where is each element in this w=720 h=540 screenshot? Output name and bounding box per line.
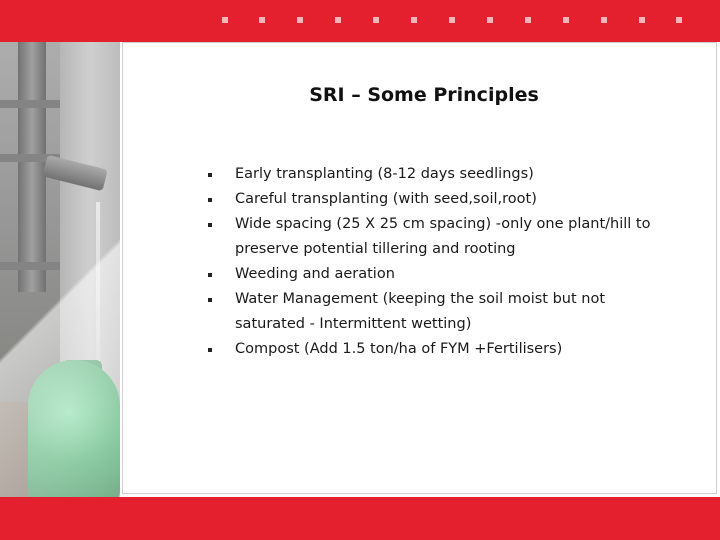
list-item <box>208 187 668 212</box>
list-item-text: Wide spacing (25 X 25 cm spacing) -only one plant/hill to preserve potential tillering and rooting <box>235 216 651 257</box>
list-item <box>208 262 668 287</box>
list-item <box>208 287 668 337</box>
decorative-dot-icon <box>525 17 531 23</box>
square-bullet-icon <box>208 348 212 352</box>
bottom-banner <box>0 497 720 540</box>
decorative-dot-icon <box>222 17 228 23</box>
list-item-text: Careful transplanting (with seed,soil,root) <box>235 191 537 207</box>
list-item-text: Weeding and aeration <box>235 266 395 282</box>
decorative-dot-icon <box>487 17 493 23</box>
list-item-text: Early transplanting (8-12 days seedlings) <box>235 166 534 182</box>
top-banner <box>0 0 720 42</box>
hand-pump-photo <box>0 42 120 497</box>
decorative-dot-icon <box>563 17 569 23</box>
list-item <box>208 337 668 362</box>
decorative-dot-icon <box>676 17 682 23</box>
decorative-dot-icon <box>449 17 455 23</box>
square-bullet-icon <box>208 198 212 202</box>
square-bullet-icon <box>208 223 212 227</box>
photo-fade <box>0 42 120 497</box>
square-bullet-icon <box>208 173 212 177</box>
decorative-dot-icon <box>297 17 303 23</box>
list-item-text: Compost (Add 1.5 ton/ha of FYM +Fertilisers) <box>235 341 563 357</box>
principles-list <box>208 162 668 362</box>
list-item <box>208 162 668 187</box>
list-item <box>208 212 668 262</box>
decorative-dot-icon <box>411 17 417 23</box>
slide-title: SRI – Some Principles <box>309 84 539 106</box>
decorative-dot-icon <box>373 17 379 23</box>
list-item-text: Water Management (keeping the soil moist but not saturated - Intermittent wetting) <box>235 291 606 332</box>
square-bullet-icon <box>208 298 212 302</box>
decorative-dot-icon <box>335 17 341 23</box>
decorative-dot-icon <box>259 17 265 23</box>
square-bullet-icon <box>208 273 212 277</box>
decorative-dot-icon <box>639 17 645 23</box>
decorative-dot-icon <box>601 17 607 23</box>
